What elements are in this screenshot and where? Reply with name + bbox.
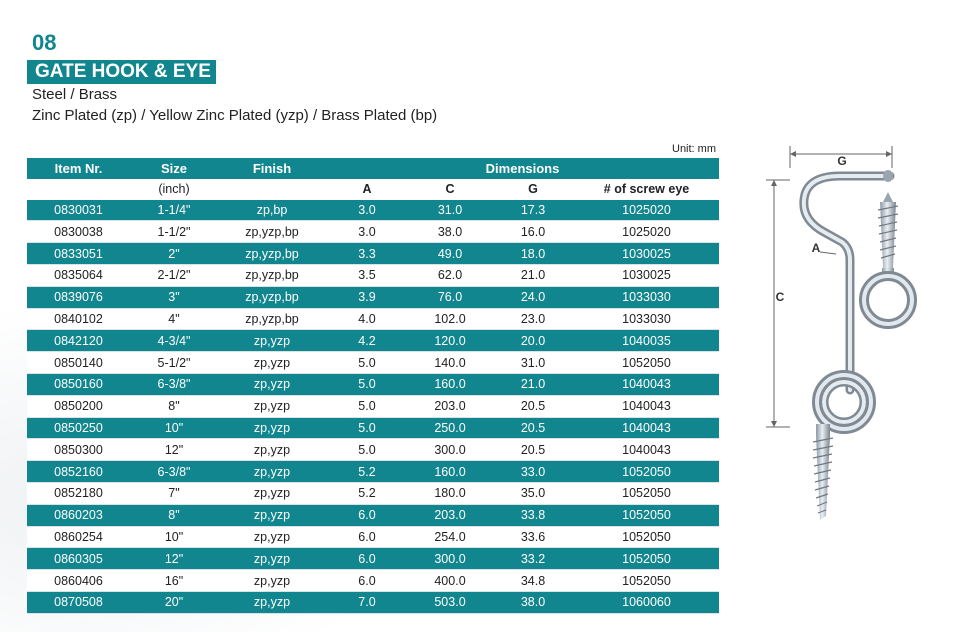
header-item: Item Nr. [27,158,130,179]
cell-a: 3.9 [326,286,408,308]
cell-g: 33.0 [492,461,574,483]
cell-g: 33.6 [492,526,574,548]
cell-size: 1-1/2" [130,221,218,243]
cell-g: 35.0 [492,482,574,504]
subheader-blank-finish [218,179,326,200]
cell-g: 20.5 [492,395,574,417]
cell-finish: zp,yzp,bp [218,264,326,286]
cell-a: 4.0 [326,308,408,330]
cell-eye: 1033030 [574,286,719,308]
table-row [27,200,719,221]
cell-g: 20.5 [492,417,574,439]
cell-c: 76.0 [408,286,492,308]
table-row [27,330,719,352]
cell-finish: zp,bp [218,200,326,221]
cell-c: 160.0 [408,461,492,483]
cell-a: 4.2 [326,330,408,352]
cell-a: 7.0 [326,591,408,613]
cell-size: 16" [130,570,218,592]
cell-a: 6.0 [326,570,408,592]
header-size: Size [130,158,218,179]
cell-eye: 1052050 [574,461,719,483]
cell-c: 180.0 [408,482,492,504]
cell-a: 5.0 [326,395,408,417]
cell-eye: 1025020 [574,221,719,243]
cell-eye: 1052050 [574,526,719,548]
subheader-blank [27,179,130,200]
cell-finish: zp,yzp [218,439,326,461]
cell-finish: zp,yzp [218,504,326,526]
table-row [27,286,719,308]
cell-g: 16.0 [492,221,574,243]
table-row [27,548,719,570]
cell-finish: zp,yzp [218,482,326,504]
cell-item: 0850200 [27,395,130,417]
table-header-row [27,158,719,179]
cell-c: 120.0 [408,330,492,352]
table-row [27,243,719,265]
cell-size: 20" [130,591,218,613]
label-c: C [775,290,785,304]
cell-c: 254.0 [408,526,492,548]
cell-finish: zp,yzp [218,395,326,417]
table-row [27,526,719,548]
cell-a: 3.3 [326,243,408,265]
cell-eye: 1040043 [574,395,719,417]
table-row [27,439,719,461]
cell-a: 5.2 [326,461,408,483]
table-row [27,221,719,243]
cell-a: 6.0 [326,548,408,570]
cell-eye: 1030025 [574,243,719,265]
cell-item: 0840102 [27,308,130,330]
cell-c: 160.0 [408,373,492,395]
table-row [27,264,719,286]
cell-finish: zp,yzp [218,526,326,548]
cell-c: 38.0 [408,221,492,243]
cell-item: 0830031 [27,200,130,221]
cell-c: 300.0 [408,548,492,570]
cell-size: 2-1/2" [130,264,218,286]
cell-item: 0852160 [27,461,130,483]
cell-g: 31.0 [492,352,574,374]
cell-a: 3.0 [326,200,408,221]
cell-eye: 1030025 [574,264,719,286]
section-number: 08 [32,30,57,55]
cell-item: 0850300 [27,439,130,461]
cell-item: 0850140 [27,352,130,374]
cell-finish: zp,yzp [218,548,326,570]
cell-finish: zp,yzp [218,373,326,395]
cell-eye: 1025020 [574,200,719,221]
cell-a: 6.0 [326,504,408,526]
cell-item: 0850250 [27,417,130,439]
cell-item: 0870508 [27,591,130,613]
cell-g: 38.0 [492,591,574,613]
table-row [27,591,719,613]
cell-finish: zp,yzp [218,330,326,352]
cell-c: 250.0 [408,417,492,439]
dimension-a-line [820,252,836,254]
table-row [27,352,719,374]
cell-item: 0860406 [27,570,130,592]
cell-g: 20.5 [492,439,574,461]
cell-g: 21.0 [492,264,574,286]
cell-size: 6-3/8" [130,373,218,395]
cell-eye: 1060060 [574,591,719,613]
cell-g: 20.0 [492,330,574,352]
table-row [27,504,719,526]
cell-item: 0850160 [27,373,130,395]
material-line: Steel / Brass [32,86,118,103]
cell-finish: zp,yzp [218,570,326,592]
small-screw-eye-icon [864,192,912,324]
cell-eye: 1040043 [574,439,719,461]
cell-a: 5.2 [326,482,408,504]
cell-c: 31.0 [408,200,492,221]
cell-item: 0860305 [27,548,130,570]
table-row [27,570,719,592]
cell-size: 12" [130,439,218,461]
cell-eye: 1052050 [574,352,719,374]
subheader-a: A [326,179,408,200]
cell-c: 503.0 [408,591,492,613]
cell-c: 203.0 [408,395,492,417]
cell-eye: 1052050 [574,504,719,526]
cell-eye: 1052050 [574,570,719,592]
table-row [27,308,719,330]
finishes-line: Zinc Plated (zp) / Yellow Zinc Plated (yzp) / Brass Plated (bp) [32,107,438,124]
cell-item: 0833051 [27,243,130,265]
cell-eye: 1040043 [574,417,719,439]
table-row [27,461,719,483]
cell-item: 0860254 [27,526,130,548]
cell-item: 0860203 [27,504,130,526]
cell-eye: 1040035 [574,330,719,352]
cell-finish: zp,yzp,bp [218,243,326,265]
cell-size: 5-1/2" [130,352,218,374]
cell-a: 5.0 [326,373,408,395]
cell-item: 0839076 [27,286,130,308]
table-row [27,373,719,395]
cell-finish: zp,yzp [218,461,326,483]
cell-a: 5.0 [326,417,408,439]
cell-size: 4" [130,308,218,330]
table-subheader-row [27,179,719,200]
header-finish: Finish [218,158,326,179]
cell-size: 7" [130,482,218,504]
cell-finish: zp,yzp,bp [218,286,326,308]
cell-c: 300.0 [408,439,492,461]
cell-finish: zp,yzp [218,352,326,374]
cell-eye: 1052050 [574,482,719,504]
cell-a: 6.0 [326,526,408,548]
cell-g: 33.2 [492,548,574,570]
cell-item: 0835064 [27,264,130,286]
table-row [27,417,719,439]
cell-finish: zp,yzp [218,417,326,439]
gate-hook-eye-figure [750,140,950,540]
cell-item: 0842120 [27,330,130,352]
cell-g: 21.0 [492,373,574,395]
cell-size: 10" [130,526,218,548]
subheader-g: G [492,179,574,200]
subheader-c: C [408,179,492,200]
table-body [27,200,719,614]
cell-g: 33.8 [492,504,574,526]
cell-size: 4-3/4" [130,330,218,352]
cell-a: 3.0 [326,221,408,243]
cell-g: 23.0 [492,308,574,330]
subheader-size-unit: (inch) [130,179,218,200]
hook-icon [804,170,893,422]
cell-size: 8" [130,504,218,526]
cell-item: 0830038 [27,221,130,243]
cell-size: 3" [130,286,218,308]
cell-g: 24.0 [492,286,574,308]
cell-finish: zp,yzp [218,591,326,613]
cell-c: 203.0 [408,504,492,526]
cell-g: 18.0 [492,243,574,265]
cell-a: 5.0 [326,352,408,374]
cell-eye: 1040043 [574,373,719,395]
page-title: GATE HOOK & EYE [27,60,216,84]
cell-c: 49.0 [408,243,492,265]
cell-size: 12" [130,548,218,570]
cell-finish: zp,yzp,bp [218,221,326,243]
cell-item: 0852180 [27,482,130,504]
label-a: A [811,241,821,255]
table-row [27,482,719,504]
cell-a: 5.0 [326,439,408,461]
header-dimensions: Dimensions [326,158,719,179]
unit-label: Unit: mm [672,143,716,155]
cell-size: 1-1/4" [130,200,218,221]
cell-g: 17.3 [492,200,574,221]
cell-size: 10" [130,417,218,439]
cell-c: 102.0 [408,308,492,330]
cell-a: 3.5 [326,264,408,286]
spec-table [27,158,719,614]
cell-size: 8" [130,395,218,417]
cell-size: 6-3/8" [130,461,218,483]
cell-c: 400.0 [408,570,492,592]
cell-eye: 1033030 [574,308,719,330]
subheader-screw-eye: # of screw eye [574,179,719,200]
table-row [27,395,719,417]
cell-g: 34.8 [492,570,574,592]
cell-eye: 1052050 [574,548,719,570]
cell-c: 140.0 [408,352,492,374]
cell-c: 62.0 [408,264,492,286]
label-g: G [837,154,847,168]
cell-finish: zp,yzp,bp [218,308,326,330]
cell-size: 2" [130,243,218,265]
